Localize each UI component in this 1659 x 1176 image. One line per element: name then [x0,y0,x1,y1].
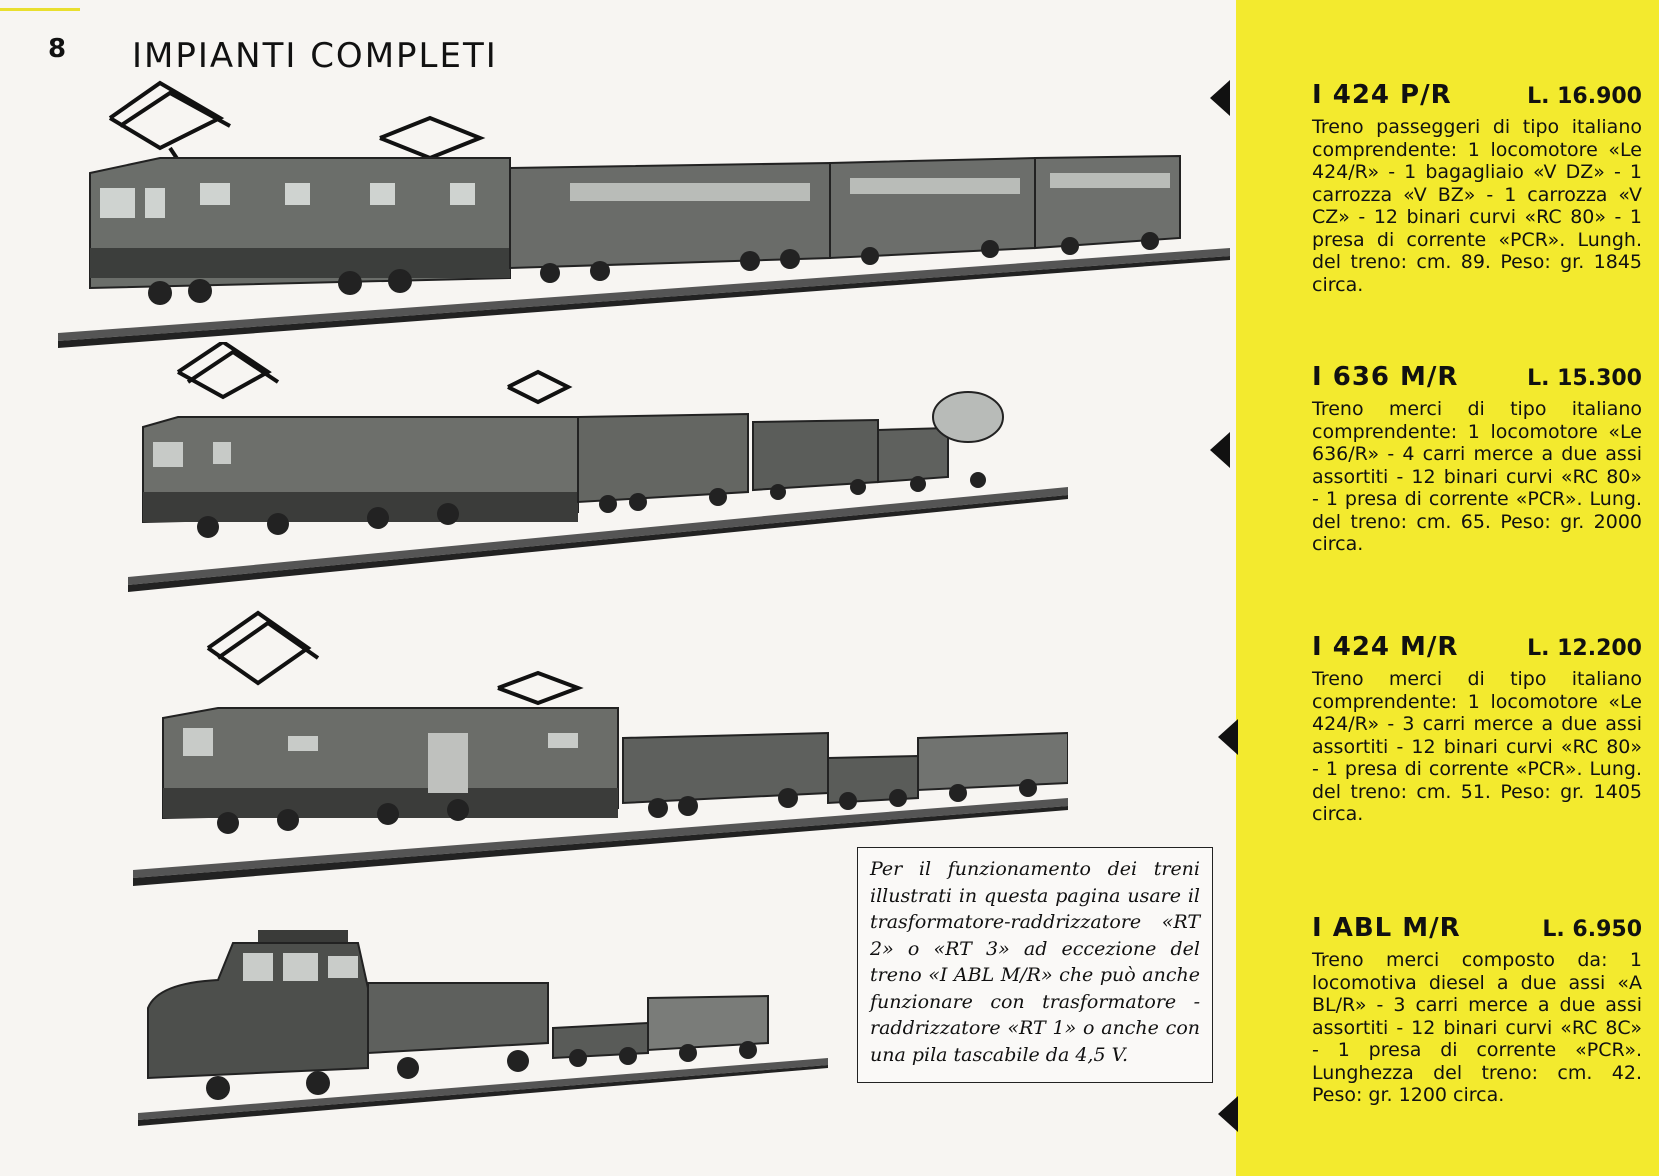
product-code: I ABL M/R [1312,913,1461,943]
page-number: 8 [48,34,67,64]
product-price: L. 16.900 [1527,84,1642,109]
product-i-424-mr [1312,632,1642,826]
product-i-abl-mr [1312,913,1642,1107]
top-accent-line [0,8,80,11]
pointer-marker-4 [1218,1096,1238,1132]
product-description: Treno merci di tipo italiano comprendente: 1 locomotore «Le 636/R» - 4 carri merce a due assi assortiti - 12 binari curvi «RC 80» - 1 presa di corrente «PCR». Lung. del treno: cm. 65. Peso: gr. 2000 circa. [1312,398,1642,555]
transformer-note-box [857,847,1213,1083]
transformer-note-text: Per il funzionamento dei treni illustrati in questa pagina usare il trasformatore-raddrizzatore «RT 2» o «RT 3» ad eccezione del treno «I ABL M/R» che può anche funzionare con trasformatore - raddrizzatore «RT 1» o anche con una pila tascabile da 4,5 V. [870,858,1200,1066]
product-price: L. 15.300 [1527,366,1642,391]
product-i-424-pr [1312,80,1642,296]
product-description: Treno merci di tipo italiano comprendente: 1 locomotore «Le 424/R» - 3 carri merce a due assi assortiti - 12 binari curvi «RC 80» - 1 presa di corrente «PCR». Lung. del treno: cm. 51. Peso: gr. 1405 circa. [1312,668,1642,825]
train-image-424-freight [128,608,1068,888]
product-code: I 636 M/R [1312,362,1459,392]
pointer-marker-2 [1210,432,1230,468]
train-image-636-freight [118,342,1068,592]
product-price: L. 12.200 [1527,636,1642,661]
product-price: L. 6.950 [1542,917,1642,942]
product-description: Treno passeggeri di tipo italiano comprendente: 1 locomotore «Le 424/R» - 1 bagagliaio «V DZ» - 1 carrozza «V BZ» - 1 carrozza «V CZ» - 12 binari curvi «RC 80» - 1 presa di corrente «PCR». Lungh. del treno: cm. 89. Peso: gr. 1845 circa. [1312,116,1642,296]
train-image-abl-freight [128,928,828,1128]
pointer-marker-1 [1210,80,1230,116]
page-title: IMPIANTI COMPLETI [132,36,498,76]
product-code: I 424 P/R [1312,80,1452,110]
product-code: I 424 M/R [1312,632,1459,662]
product-description: Treno merci composto da: 1 locomotiva diesel a due assi «A BL/R» - 3 carri merce a due assi assortiti - 12 binari curvi «RC 8C» - 1 presa di corrente «PCR». Lunghezza del treno: cm. 42. Peso: gr. 1200 circa. [1312,949,1642,1106]
product-i-636-mr [1312,362,1642,556]
pointer-marker-3 [1218,719,1238,755]
train-image-424-passenger [50,78,1230,348]
